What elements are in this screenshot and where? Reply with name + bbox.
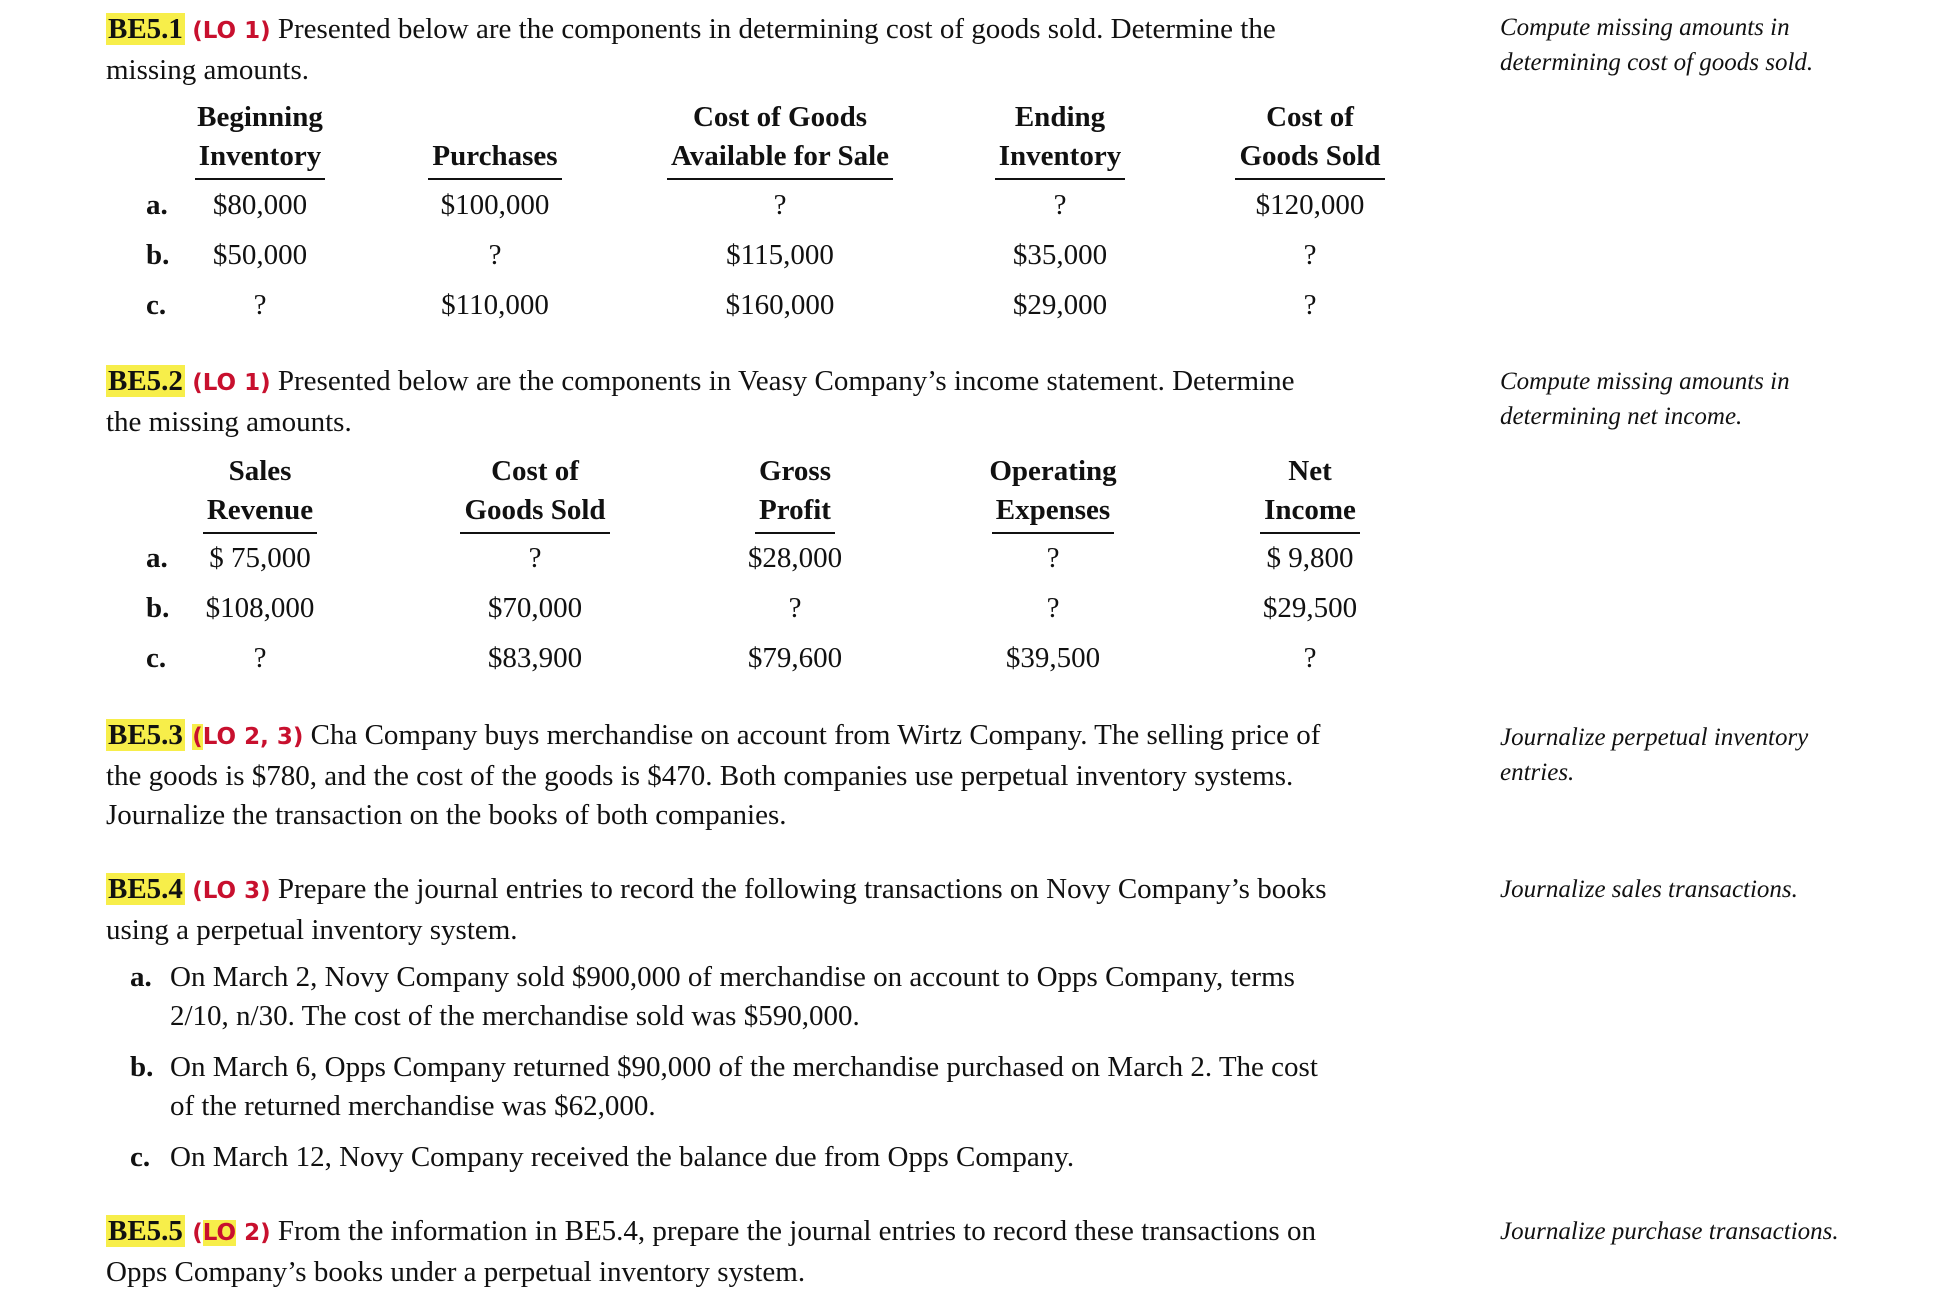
table-cell: ?: [1303, 642, 1317, 674]
table-cell: $115,000: [726, 239, 834, 271]
table-cell: ?: [253, 289, 267, 321]
lo-open: (: [192, 1220, 203, 1246]
col-header-sales-revenue: [160, 452, 360, 534]
header-line1: Cost of: [491, 455, 579, 487]
table-cell: ?: [1046, 542, 1060, 574]
learning-objective: [192, 1220, 270, 1246]
table-cell: ?: [1303, 239, 1317, 271]
col-header-cogs: [1210, 98, 1410, 180]
row-label: a.: [146, 542, 168, 574]
exercise-be5-3: [106, 716, 1436, 835]
exercise-be5-2: [106, 362, 1436, 442]
exercise-text-line2: using a perpetual inventory system.: [106, 914, 518, 946]
margin-note: [1500, 720, 1920, 790]
table-cell: $100,000: [440, 189, 550, 221]
exercise-text: [106, 1212, 1436, 1253]
lo-open: (: [192, 724, 203, 750]
table-cell: $160,000: [725, 289, 835, 321]
exercise-text: [106, 716, 1436, 757]
learning-objective: [192, 724, 303, 750]
table-cell: ?: [1053, 189, 1067, 221]
header-line2: Inventory: [195, 137, 325, 180]
margin-note: [1500, 1214, 1920, 1249]
header-line2: Available for Sale: [667, 137, 893, 180]
item-label: b.: [130, 1051, 154, 1083]
table-cell: ?: [488, 239, 502, 271]
lo-highlight: LO: [202, 1220, 237, 1246]
exercise-code: BE5.1: [108, 13, 183, 45]
exercise-code: BE5.2: [108, 365, 183, 397]
list-item: [130, 958, 1440, 1036]
header-line2: Goods Sold: [1235, 137, 1384, 180]
margin-note: [1500, 364, 1920, 434]
learning-objective: (LO 1): [192, 370, 271, 396]
col-header-cogs: [425, 452, 645, 534]
table-cell: $83,900: [487, 642, 583, 674]
exercise-text-line1: Prepare the journal entries to record the following transactions on Novy Company’s books: [277, 873, 1327, 905]
header-line2: Expenses: [992, 491, 1114, 534]
margin-note: [1500, 872, 1920, 907]
margin-note-line1: Compute missing amounts in: [1500, 14, 1790, 41]
header-line2: Purchases: [428, 137, 561, 180]
table-cell: ?: [1303, 289, 1317, 321]
lo-rest: LO 2, 3): [202, 724, 304, 750]
col-header-ending-inventory: [960, 98, 1160, 180]
table-cell: ?: [528, 542, 542, 574]
exercise-text-line2: the missing amounts.: [106, 406, 352, 438]
exercise-text: [106, 362, 1436, 403]
header-line1: Sales: [228, 455, 292, 487]
row-label: b.: [146, 592, 170, 624]
exercise-text-line2: Opps Company’s books under a perpetual inventory system.: [106, 1256, 806, 1288]
margin-note-line2: entries.: [1500, 759, 1575, 786]
table-cell: $79,600: [747, 642, 843, 674]
table-cell: $70,000: [487, 592, 583, 624]
table-cell: ?: [788, 592, 802, 624]
col-header-beginning-inventory: [160, 98, 360, 180]
table-cell: $35,000: [1012, 239, 1108, 271]
col-header-goods-available: [640, 98, 920, 180]
row-label: b.: [146, 239, 170, 271]
table-cell: $120,000: [1255, 189, 1365, 221]
table-cell: $ 9,800: [1266, 542, 1354, 574]
exercise-be5-1: [106, 10, 1436, 90]
exercise-text-line1: Presented below are the components in determining cost of goods sold. Determine the: [277, 13, 1276, 45]
margin-note: [1500, 10, 1920, 80]
list-item: [130, 1048, 1440, 1126]
lo-rest: 2): [236, 1220, 271, 1246]
row-label: c.: [146, 642, 167, 674]
col-header-purchases: [395, 98, 595, 180]
header-line1: Cost of Goods: [692, 101, 867, 133]
row-label: a.: [146, 189, 168, 221]
margin-note-line2: determining cost of goods sold.: [1500, 49, 1814, 76]
table-cell: $50,000: [212, 239, 308, 271]
item-label: c.: [130, 1141, 151, 1173]
header-line1: Net: [1288, 455, 1332, 487]
header-line1: Ending: [1014, 101, 1106, 133]
exercise-code: BE5.3: [108, 719, 183, 751]
exercise-text-line1: From the information in BE5.4, prepare the journal entries to record these transactions on: [277, 1215, 1316, 1247]
header-line1: Cost of: [1266, 101, 1354, 133]
exercise-text-line1: Presented below are the components in Veasy Company’s income statement. Determine: [277, 365, 1295, 397]
table-cell: ?: [253, 642, 267, 674]
item-text-line2: 2/10, n/30. The cost of the merchandise sold was $590,000.: [170, 1000, 860, 1032]
header-line2: Revenue: [203, 491, 317, 534]
header-line2: Inventory: [995, 137, 1125, 180]
margin-note-line1: Compute missing amounts in: [1500, 368, 1790, 395]
col-header-operating-expenses: [953, 452, 1153, 534]
item-text-line1: On March 12, Novy Company received the balance due from Opps Company.: [170, 1141, 1075, 1173]
item-text-line1: On March 2, Novy Company sold $900,000 of merchandise on account to Opps Company, terms: [170, 961, 1295, 993]
table-cell: $108,000: [205, 592, 315, 624]
table-cell: ?: [773, 189, 787, 221]
header-line1: Gross: [759, 455, 831, 487]
learning-objective: (LO 3): [192, 878, 271, 904]
exercise-text-line1: Cha Company buys merchandise on account from Wirtz Company. The selling price of: [310, 719, 1321, 751]
col-header-gross-profit: [695, 452, 895, 534]
header-line2: Profit: [755, 491, 835, 534]
margin-note-line1: Journalize perpetual inventory: [1500, 724, 1809, 751]
header-line2: Income: [1260, 491, 1360, 534]
exercise-be5-4: [106, 870, 1436, 950]
item-text-line1: On March 6, Opps Company returned $90,000 of the merchandise purchased on March 2. The cost: [170, 1051, 1318, 1083]
header-line1: Operating: [989, 455, 1117, 487]
table-cell: $110,000: [441, 289, 549, 321]
exercise-text-line3: Journalize the transaction on the books of both companies.: [106, 799, 787, 831]
margin-note-line2: determining net income.: [1500, 403, 1743, 430]
exercise-be5-5: [106, 1212, 1436, 1292]
margin-note-line1: Journalize sales transactions.: [1500, 876, 1798, 903]
table-cell: $29,500: [1262, 592, 1358, 624]
header-line1: Beginning: [197, 101, 323, 133]
header-line2: Goods Sold: [460, 491, 609, 534]
table-cell: ?: [1046, 592, 1060, 624]
table-cell: $80,000: [212, 189, 308, 221]
exercise-text-line2: the goods is $780, and the cost of the goods is $470. Both companies use perpetual inventory systems.: [106, 760, 1294, 792]
margin-note-line1: Journalize purchase transactions.: [1500, 1218, 1839, 1245]
exercise-text: [106, 10, 1436, 51]
item-label: a.: [130, 961, 152, 993]
col-header-net-income: [1210, 452, 1410, 534]
table-cell: $ 75,000: [209, 542, 311, 574]
exercise-code: BE5.5: [108, 1215, 183, 1247]
exercise-text-line2: missing amounts.: [106, 54, 310, 86]
list-item: [130, 1138, 1440, 1177]
item-text-line2: of the returned merchandise was $62,000.: [170, 1090, 656, 1122]
table-cell: $29,000: [1012, 289, 1108, 321]
exercise-code: BE5.4: [108, 873, 183, 905]
header-line1: [395, 98, 595, 137]
table-cell: $39,500: [1005, 642, 1101, 674]
learning-objective: (LO 1): [192, 18, 271, 44]
exercise-text: [106, 870, 1436, 911]
table-cell: $28,000: [747, 542, 843, 574]
row-label: c.: [146, 289, 167, 321]
